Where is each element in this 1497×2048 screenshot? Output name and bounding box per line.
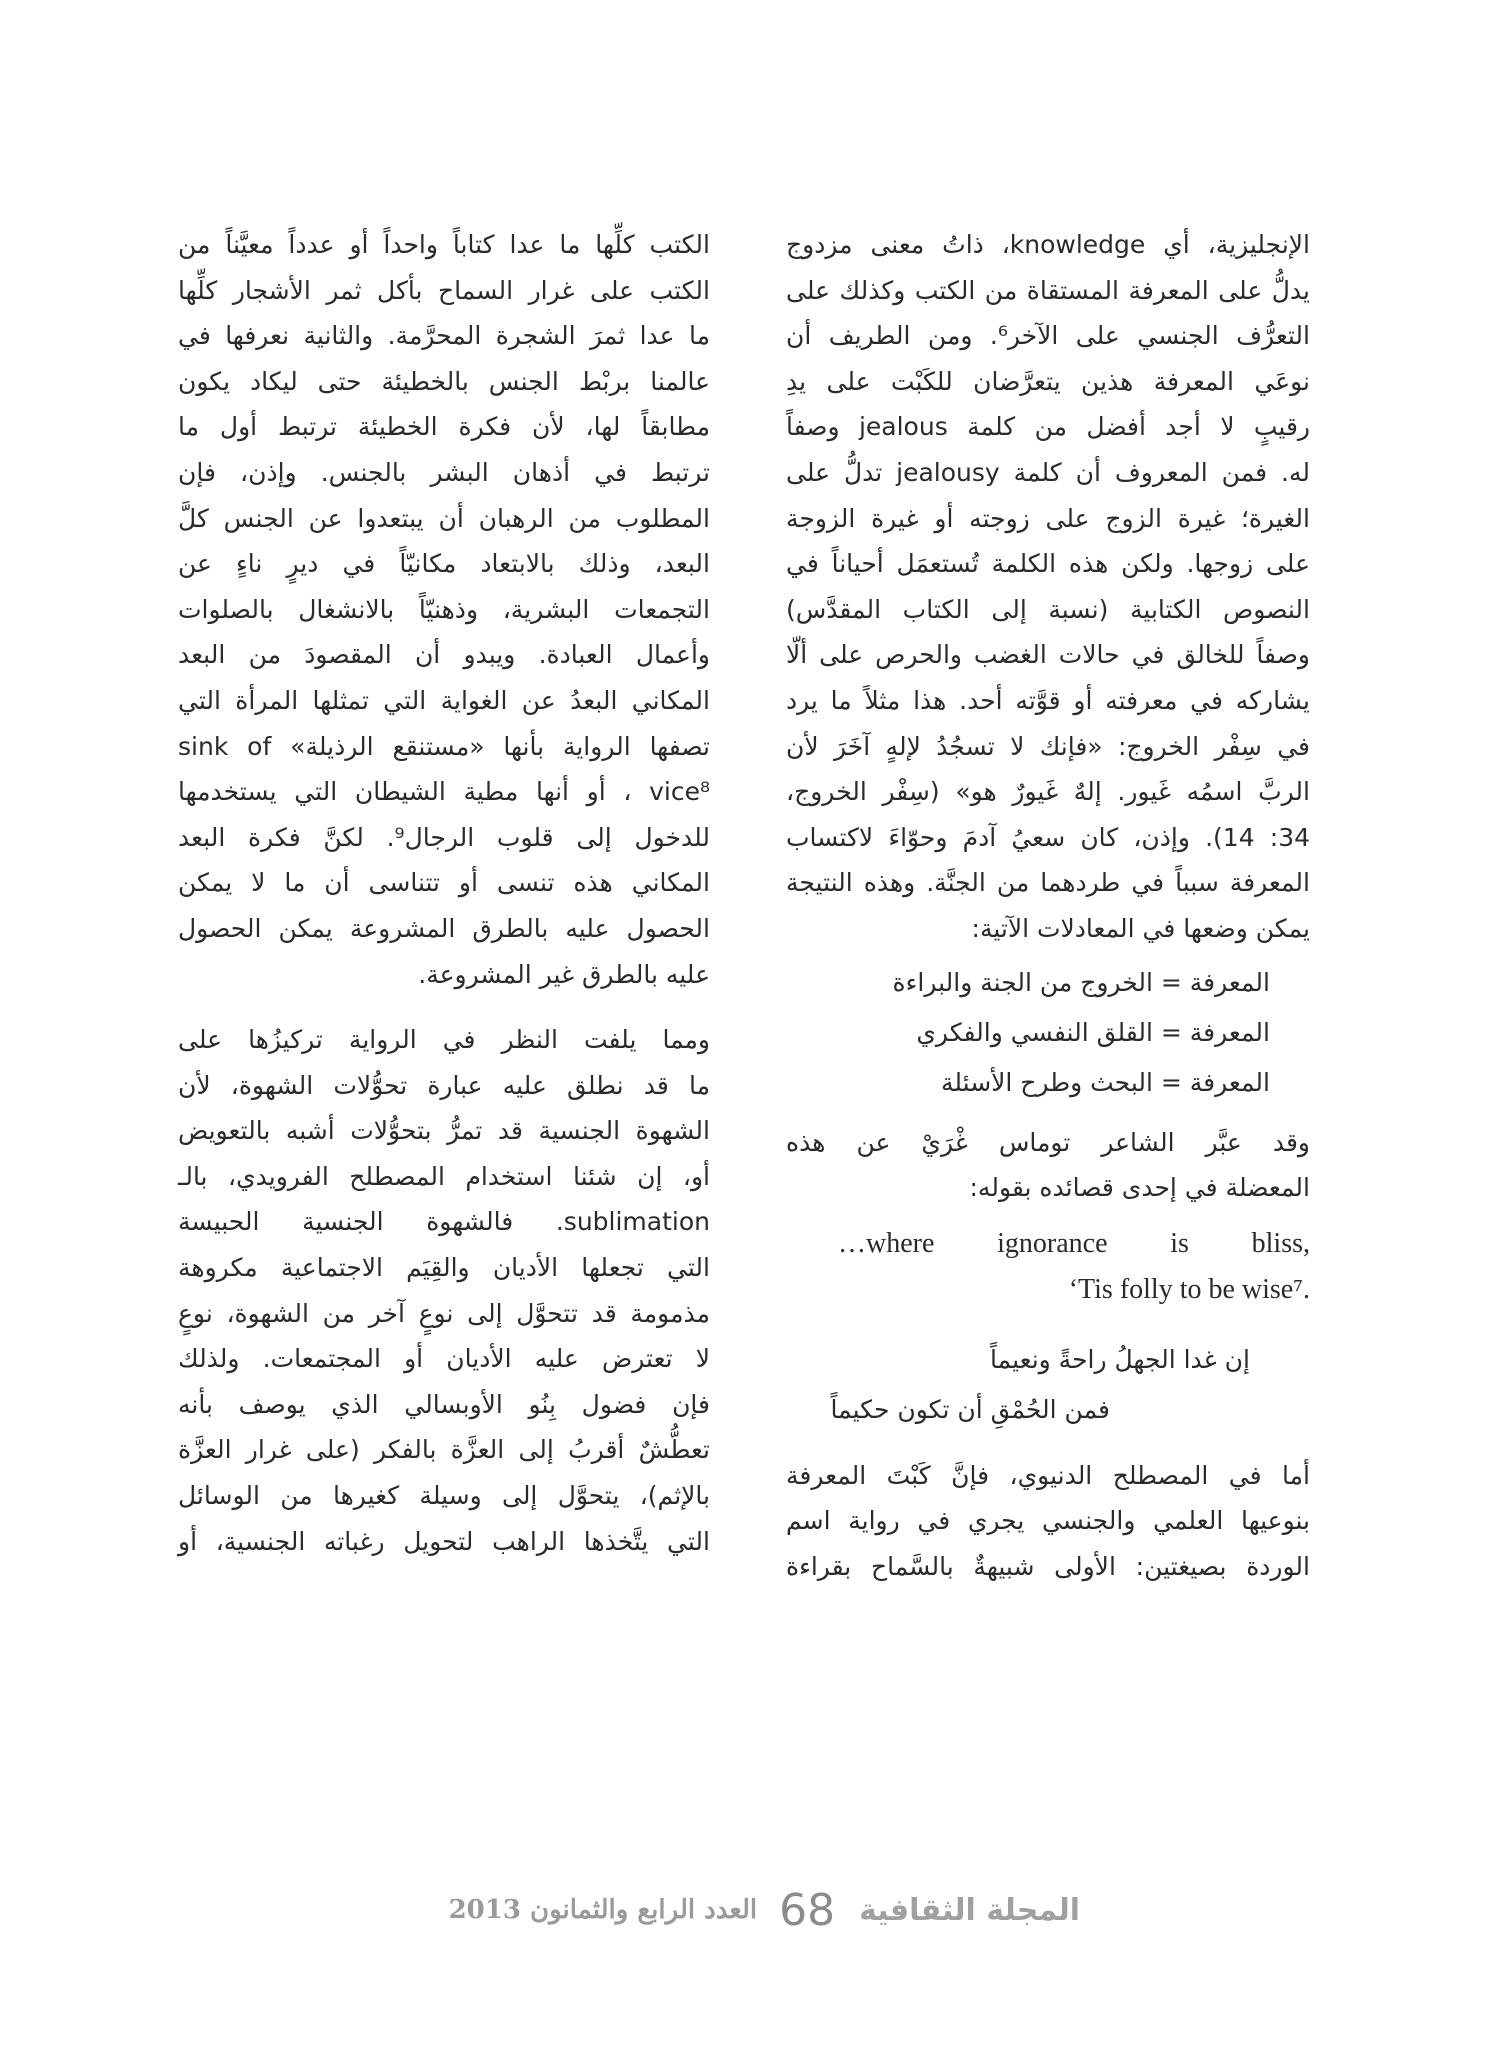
text-line: بنوعيها العلمي والجنسي يجري في رواية اسم	[786, 1506, 1310, 1536]
text-line: ما قد نطلق عليه عبارة تحوُّلات الشهوة، لأن	[178, 1070, 710, 1100]
english-quote	[786, 1221, 1310, 1313]
quote-line: ‘Tis folly to be wise⁷.	[1068, 1273, 1310, 1305]
equation: المعرفة = الخروج من الجنة والبراءة	[892, 967, 1270, 997]
left-paragraph-2	[178, 1017, 710, 1564]
text-line: الإنجليزية، أي knowledge، ذاتُ معنى مزدوج	[786, 230, 1310, 259]
text-line: بالإثم)، يتحوَّل إلى وسيلة كغيرها من الوسائل	[178, 1481, 710, 1511]
text-line: يمكن وضعها في المعادلات الآتية:	[971, 913, 1310, 943]
right-column	[786, 222, 1310, 1589]
page-footer	[440, 1880, 1080, 1940]
text-line: وقد عبَّر الشاعر توماس غْرَيْ عن هذه	[786, 1127, 1310, 1157]
poem-verse: فمن الحُمْقِ أن تكون حكيماً	[830, 1394, 1110, 1424]
text-line: الربَّ اسمُه غَيور. إلهٌ غَيورٌ هو» (سِفْر الخروج،	[786, 777, 1310, 807]
equations-list	[786, 958, 1310, 1108]
text-line: الحصول عليه بالطرق المشروعة يمكن الحصول	[178, 913, 710, 943]
text-line: الكتب كلِّها ما عدا كتاباً واحداً أو عدداً معيَّناً من	[178, 230, 710, 259]
page-number: 68	[779, 1884, 836, 1936]
text-line: ومما يلفت النظر في الرواية تركيزُها على	[178, 1025, 710, 1055]
text-line: ما عدا ثمرَ الشجرة المحرَّمة. والثانية نعرفها في	[178, 321, 710, 351]
text-line: مذمومة قد تتحوَّل إلى نوعٍ آخر من الشهوة، نوعٍ	[178, 1298, 710, 1328]
poem-verse: إن غدا الجهلُ راحةً ونعيماً	[990, 1344, 1250, 1374]
text-line: أو، إن شئنا استخدام المصطلح الفرويدي، بالـ	[178, 1161, 710, 1191]
text-line: تصفها الرواية بأنها «مستنقع الرذيلة» sink of	[178, 731, 710, 761]
text-line: عليه بالطرق غير المشروعة.	[418, 959, 710, 989]
magazine-name: المجلة الثقافية	[859, 1892, 1080, 1928]
issue-label: العدد الرابع والثمانون 2013	[448, 1895, 758, 1925]
right-paragraph-3	[786, 1453, 1310, 1590]
text-line: نوعَي المعرفة هذين يتعرَّضان للكَبْت على يدِ	[786, 366, 1310, 396]
text-line: الشهوة الجنسية قد تمرُّ بتحوُّلات أشبه بالتعويض	[178, 1116, 710, 1146]
right-paragraph-1	[786, 222, 1310, 952]
text-line: 34: 14). وإذن، كان سعيُ آدمَ وحوّاءَ لاكتساب	[786, 822, 1310, 852]
text-line: رقيبٍ لا أجد أفضل من كلمة jealous وصفاً	[786, 412, 1310, 442]
text-line: عالمنا بربْط الجنس بالخطيئة حتى ليكاد يكون	[178, 366, 710, 396]
text-line: التي تجعلها الأديان والقِيَم الاجتماعية مكروهة	[178, 1253, 710, 1283]
text-line: أما في المصطلح الدنيوي، فإنَّ كَبْتَ المعرفة	[786, 1460, 1310, 1490]
text-line: وصفاً للخالق في حالات الغضب والحرص على ألّا	[786, 640, 1310, 670]
text-line: المطلوب من الرهبان أن يبتعدوا عن الجنس كلَّ	[178, 503, 710, 533]
text-line: للدخول إلى قلوب الرجال⁹. لكنَّ فكرة البعد	[178, 822, 710, 852]
text-line: الكتب على غرار السماح بأكل ثمر الأشجار كلِّها	[178, 275, 710, 305]
quote-line: …where ignorance is bliss,	[838, 1227, 1310, 1259]
text-line: تعطُّشٌ أقربُ إلى العزَّة بالفكر (على غرار العزَّة	[178, 1435, 710, 1465]
text-line: المكاني البعدُ عن الغواية التي تمثلها المرأة التي	[178, 685, 710, 715]
text-line: النصوص الكتابية (نسبة إلى الكتاب المقدَّس)	[786, 594, 1310, 624]
text-line: مطابقاً لها، لأن فكرة الخطيئة ترتبط أول ما	[178, 412, 710, 442]
text-line: على زوجها. ولكن هذه الكلمة تُستعمَل أحياناً في	[786, 549, 1310, 579]
text-line: المكاني هذه تنسى أو تتناسى أن ما لا يمكن	[178, 868, 710, 898]
text-line: له. فمن المعروف أن كلمة jealousy تدلُّ على	[786, 457, 1310, 487]
text-line: لا تعترض عليه الأديان أو المجتمعات. ولذلك	[178, 1344, 710, 1374]
text-line: يدلُّ على المعرفة المستقاة من الكتب وكذلك على	[786, 275, 1310, 305]
text-line: الغيرة؛ غيرة الزوج على زوجته أو غيرة الزوجة	[786, 503, 1310, 533]
paragraph-gap	[178, 997, 710, 1017]
left-column	[178, 222, 710, 1564]
text-line: يشاركه في معرفته أو قوَّته أحد. هذا مثلاً ما يرد	[786, 685, 1310, 715]
text-line: التجمعات البشرية، وذهنيّاً بالانشغال بالصلوات	[178, 594, 710, 624]
text-line: sublimation. فالشهوة الجنسية الحبيسة	[178, 1207, 710, 1237]
text-line: في سِفْر الخروج: «فإنك لا تسجُدُ لإلهٍ آخَرَ لأن	[786, 731, 1310, 761]
text-line: الوردة بصيغتين: الأولى شبيهةٌ بالسَّماح بقراءة	[786, 1551, 1310, 1581]
equation: المعرفة = القلق النفسي والفكري	[916, 1017, 1270, 1047]
text-line: فإن فضول بِنُو الأوبسالي الذي يوصف بأنه	[178, 1389, 710, 1419]
text-line: المعرفة سبباً في طردهما من الجنَّة. وهذه النتيجة	[786, 868, 1310, 898]
left-paragraph-1	[178, 222, 710, 997]
text-line: وأعمال العبادة. ويبدو أن المقصودَ من البعد	[178, 640, 710, 670]
text-line: التي يتَّخذها الراهب لتحويل رغباته الجنسية، أو	[178, 1526, 710, 1556]
text-line: المعضلة في إحدى قصائده بقوله:	[969, 1173, 1310, 1203]
text-line: ترتبط في أذهان البشر بالجنس. وإذن، فإن	[178, 457, 710, 487]
text-line: البعد، وذلك بالابتعاد مكانيّاً في ديرٍ ناءٍ عن	[178, 549, 710, 579]
text-line: التعرُّف الجنسي على الآخر⁶. ومن الطريف أن	[786, 321, 1310, 351]
right-paragraph-2	[786, 1120, 1310, 1211]
poem	[786, 1335, 1310, 1435]
equation: المعرفة = البحث وطرح الأسئلة	[940, 1067, 1270, 1097]
text-line: vice⁸ ، أو أنها مطية الشيطان التي يستخدمها	[178, 777, 710, 807]
